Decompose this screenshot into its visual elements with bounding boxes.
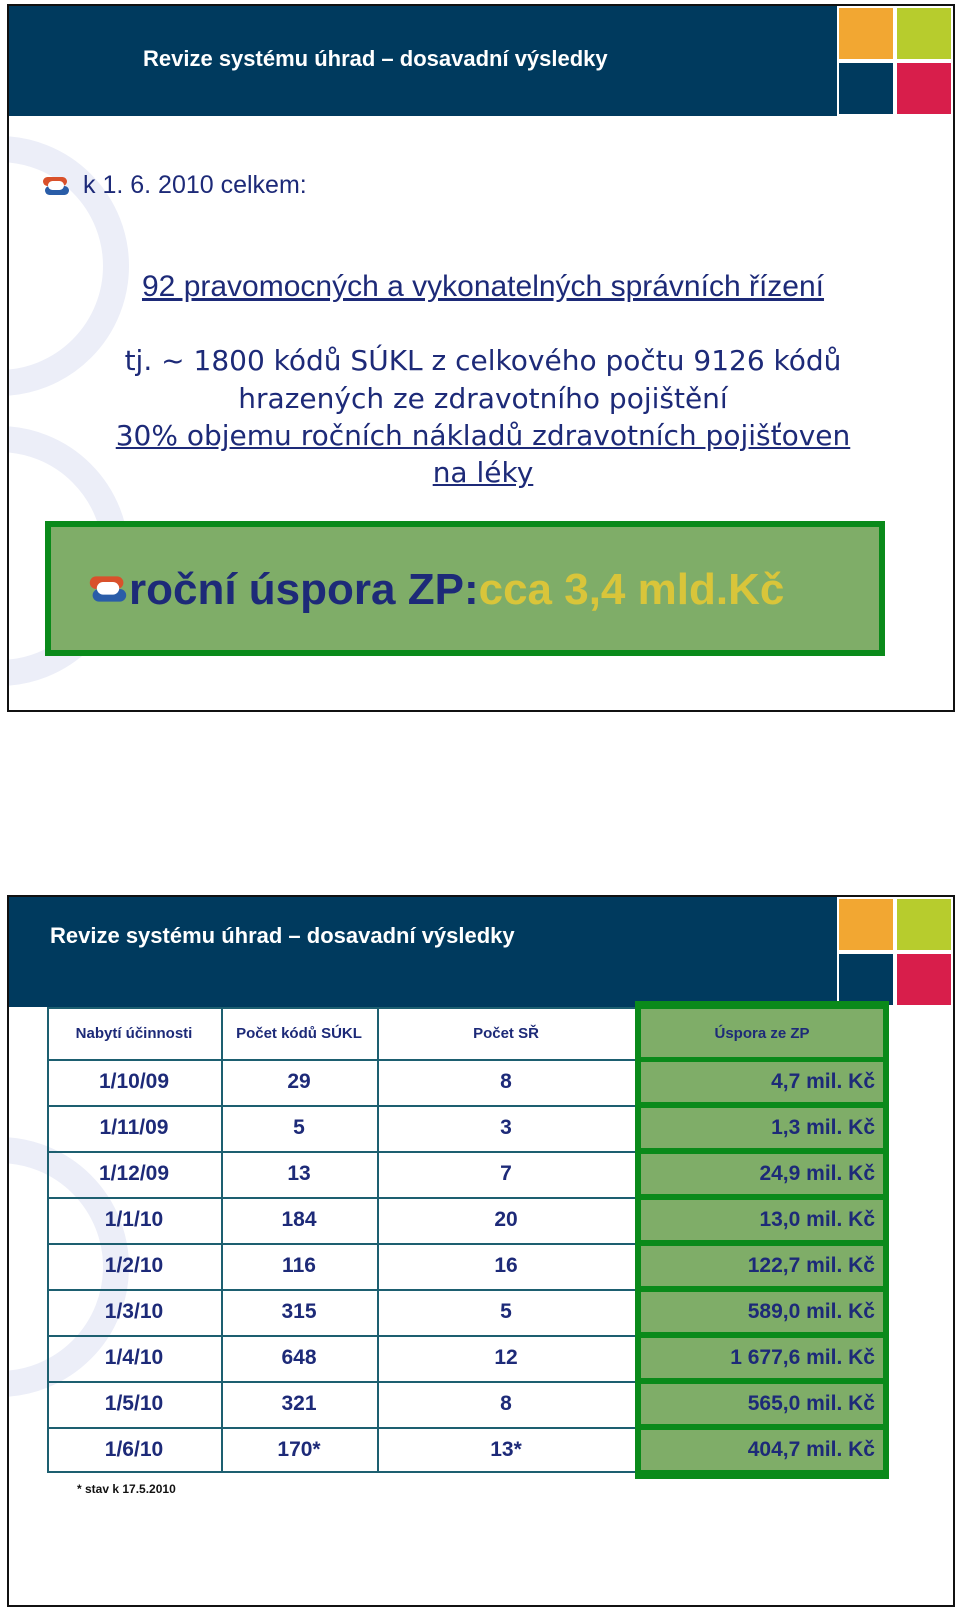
table-cell-savings: 24,9 mil. Kč (641, 1154, 883, 1194)
table-cell-effective-date: 1/11/09 (99, 1116, 169, 1139)
table-cell-code-count: 13 (287, 1162, 311, 1185)
table-cell-code-count: 5 (293, 1116, 305, 1139)
slide-header (9, 6, 953, 116)
table-cell-effective-date: 1/10/09 (98, 1070, 170, 1093)
table-header-savings: Úspora ze ZP (641, 1009, 883, 1057)
red-square (897, 63, 951, 114)
table-cell-code-count: 315 (281, 1300, 317, 1323)
corner-logo-squares (837, 897, 953, 1007)
annual-savings (129, 565, 784, 615)
table-cell-proceedings-count: 8 (500, 1392, 512, 1415)
orange-square (839, 8, 893, 59)
corner-logo-squares (837, 6, 953, 116)
table-cell-effective-date: 1/12/09 (98, 1162, 170, 1185)
table-cell-proceedings-count: 13* (490, 1438, 522, 1461)
table-header-effective-date: Nabytí účinnosti (75, 1024, 193, 1042)
sukl-bullet-icon (43, 176, 69, 196)
red-square (897, 954, 951, 1005)
savings-value: cca 3,4 mld.Kč (478, 565, 785, 614)
table-cell-effective-date: 1/3/10 (104, 1300, 164, 1323)
table-header-proceedings-count: Počet SŘ (473, 1024, 539, 1042)
annual-savings-box (45, 521, 885, 656)
savings-label: roční úspora ZP: (129, 565, 479, 614)
table-cell-effective-date: 1/1/10 (104, 1208, 164, 1231)
table-cell-code-count: 648 (281, 1346, 317, 1369)
slide-title: Revize systému úhrad – dosavadní výsledky (50, 923, 515, 948)
table-cell-effective-date: 1/4/10 (104, 1346, 164, 1369)
orange-square (839, 899, 893, 950)
navy-square (839, 63, 893, 114)
table-cell-effective-date: 1/6/10 (104, 1438, 164, 1461)
table-cell-proceedings-count: 8 (500, 1070, 512, 1093)
table-cell-savings: 565,0 mil. Kč (641, 1384, 883, 1424)
table-cell-savings: 1 677,6 mil. Kč (641, 1338, 883, 1378)
table-cell-proceedings-count: 7 (500, 1162, 512, 1185)
table-cell-savings: 4,7 mil. Kč (641, 1062, 883, 1102)
lime-square (897, 8, 951, 59)
table-cell-proceedings-count: 3 (500, 1116, 512, 1139)
table-cell-savings: 404,7 mil. Kč (641, 1430, 883, 1470)
sukl-bullet-icon (90, 575, 126, 603)
footnote: * stav k 17.5.2010 (77, 1482, 176, 1496)
table-cell-proceedings-count: 16 (494, 1254, 518, 1277)
codes-line-1: tj. ~ 1800 kódů SÚKL z celkového počtu 9126 kódů (124, 344, 842, 377)
slide-title: Revize systému úhrad – dosavadní výsledky (143, 46, 608, 71)
table-cell-savings: 589,0 mil. Kč (641, 1292, 883, 1332)
table-cell-effective-date: 1/5/10 (104, 1392, 164, 1415)
table-cell-savings: 122,7 mil. Kč (641, 1246, 883, 1286)
table-cell-code-count: 184 (281, 1208, 317, 1231)
proceedings-line: 92 pravomocných a vykonatelných správních řízení (141, 270, 825, 303)
codes-line-2: hrazených ze zdravotního pojištění (238, 382, 728, 415)
table-cell-effective-date: 1/2/10 (104, 1254, 164, 1277)
table-cell-proceedings-count: 12 (494, 1346, 518, 1369)
table-cell-savings: 1,3 mil. Kč (641, 1108, 883, 1148)
table-cell-code-count: 29 (287, 1070, 311, 1093)
lime-square (897, 899, 951, 950)
slide-summary (7, 4, 955, 712)
table-cell-savings: 13,0 mil. Kč (641, 1200, 883, 1240)
table-cell-proceedings-count: 20 (494, 1208, 518, 1231)
table-cell-code-count: 170* (277, 1438, 321, 1461)
table-cell-code-count: 321 (281, 1392, 317, 1415)
slide-header (9, 897, 953, 1007)
table-cell-code-count: 116 (282, 1254, 316, 1277)
table-header-code-count: Počet kódů SÚKL (236, 1024, 362, 1042)
table-cell-proceedings-count: 5 (500, 1300, 512, 1323)
as-of-date: k 1. 6. 2010 celkem: (83, 171, 307, 199)
costs-line-1: 30% objemu ročních nákladů zdravotních pojišťoven (115, 419, 851, 452)
slide-table (7, 895, 955, 1607)
costs-line-2: na léky (432, 456, 534, 489)
navy-square (839, 954, 893, 1005)
